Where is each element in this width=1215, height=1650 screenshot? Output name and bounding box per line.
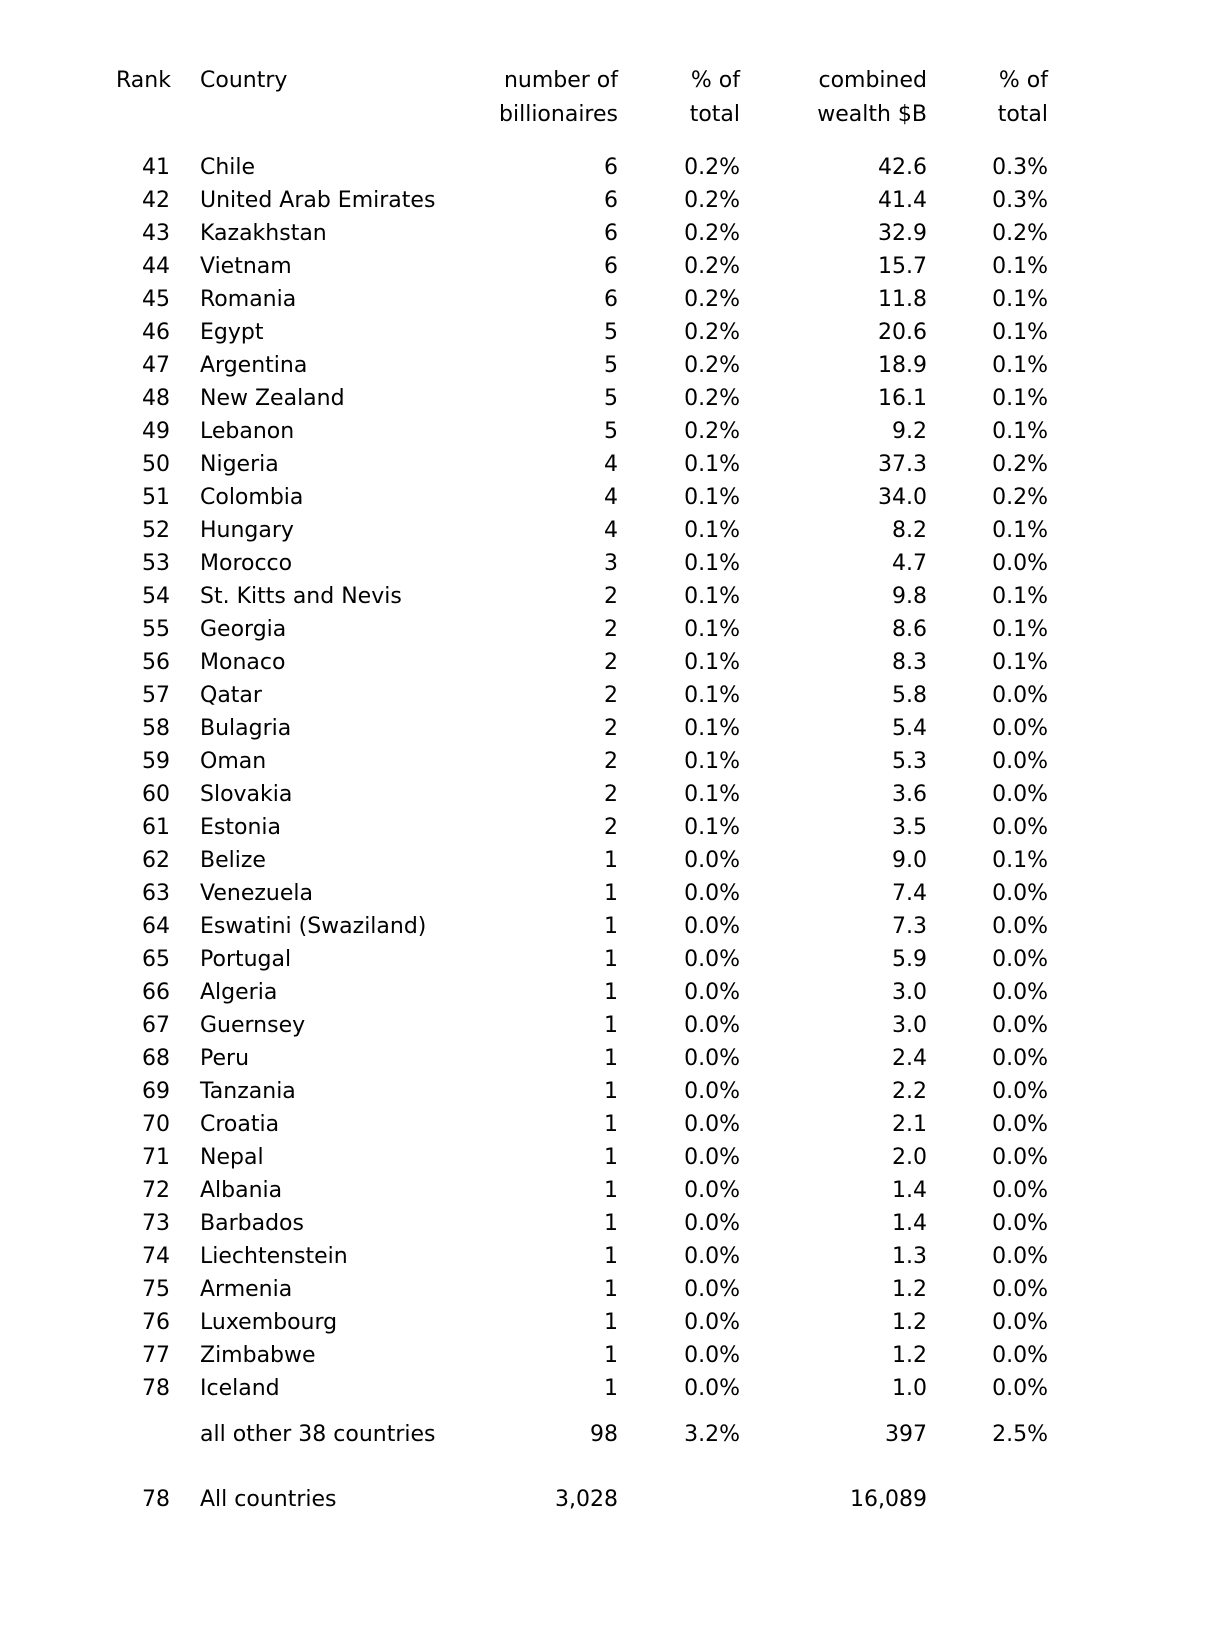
cell-rank: 43 bbox=[142, 221, 170, 246]
cell-country: Portugal bbox=[200, 947, 292, 972]
cell-pct-billionaires: 0.0% bbox=[684, 1013, 740, 1038]
cell-pct-wealth: 0.0% bbox=[992, 1013, 1048, 1038]
cell-pct-billionaires: 0.2% bbox=[684, 353, 740, 378]
header-country-label: Country bbox=[200, 68, 288, 93]
cell-rank bbox=[112, 1405, 178, 1451]
cell-country: Luxembourg bbox=[200, 1310, 338, 1335]
cell-billionaires: 5 bbox=[604, 386, 618, 411]
cell-combined-wealth: 41.4 bbox=[878, 188, 927, 213]
cell-country: Lebanon bbox=[200, 419, 295, 444]
cell-pct-billionaires: 0.0% bbox=[684, 947, 740, 972]
cell-rank: 61 bbox=[142, 815, 170, 840]
cell-country: Zimbabwe bbox=[200, 1343, 316, 1368]
cell-pct-billionaires: 0.2% bbox=[684, 221, 740, 246]
cell-rank: 48 bbox=[142, 386, 170, 411]
cell-billionaires: 5 bbox=[604, 419, 618, 444]
table-row bbox=[112, 1141, 1048, 1174]
table-row bbox=[112, 1042, 1048, 1075]
cell-rank: 47 bbox=[142, 353, 170, 378]
cell-country: Venezuela bbox=[200, 881, 313, 906]
cell-billionaires: 6 bbox=[604, 221, 618, 246]
cell-rank: 78 bbox=[142, 1487, 170, 1512]
cell-billionaires: 1 bbox=[604, 1277, 618, 1302]
cell-pct-wealth: 0.0% bbox=[992, 1376, 1048, 1401]
cell-pct-billionaires: 0.0% bbox=[684, 1343, 740, 1368]
cell-billionaires: 6 bbox=[604, 254, 618, 279]
cell-billionaires: 3 bbox=[604, 551, 618, 576]
cell-combined-wealth: 1.0 bbox=[892, 1376, 927, 1401]
cell-country: Georgia bbox=[200, 617, 287, 642]
cell-pct-billionaires: 0.0% bbox=[684, 848, 740, 873]
cell-pct-billionaires: 0.0% bbox=[684, 1277, 740, 1302]
cell-billionaires: 98 bbox=[590, 1422, 618, 1447]
cell-combined-wealth: 5.8 bbox=[892, 683, 927, 708]
cell-billionaires: 1 bbox=[604, 1013, 618, 1038]
cell-billionaires: 1 bbox=[604, 914, 618, 939]
header-combined-wealth: combined wealth $B bbox=[817, 68, 927, 127]
cell-pct-wealth: 0.0% bbox=[992, 1310, 1048, 1335]
cell-country: Iceland bbox=[200, 1376, 280, 1401]
table-row bbox=[112, 547, 1048, 580]
cell-pct-wealth: 0.0% bbox=[992, 683, 1048, 708]
cell-combined-wealth: 3.5 bbox=[892, 815, 927, 840]
cell-combined-wealth: 9.2 bbox=[892, 419, 927, 444]
cell-combined-wealth: 1.2 bbox=[892, 1343, 927, 1368]
cell-rank: 63 bbox=[142, 881, 170, 906]
cell-billionaires: 1 bbox=[604, 1112, 618, 1137]
table-row bbox=[112, 1339, 1048, 1372]
cell-billionaires: 6 bbox=[604, 155, 618, 180]
cell-pct-billionaires: 3.2% bbox=[684, 1422, 740, 1447]
table-row bbox=[112, 910, 1048, 943]
cell-rank: 59 bbox=[142, 749, 170, 774]
cell-pct-billionaires: 0.2% bbox=[684, 386, 740, 411]
cell-pct-wealth: 0.0% bbox=[992, 1145, 1048, 1170]
cell-rank: 51 bbox=[142, 485, 170, 510]
cell-pct-wealth: 0.0% bbox=[992, 1178, 1048, 1203]
header-pct-of-total-billionaires: % of total bbox=[689, 68, 740, 127]
cell-combined-wealth: 3.0 bbox=[892, 1013, 927, 1038]
cell-combined-wealth: 9.8 bbox=[892, 584, 927, 609]
cell-billionaires: 1 bbox=[604, 1178, 618, 1203]
cell-country: Slovakia bbox=[200, 782, 293, 807]
cell-country: Peru bbox=[200, 1046, 250, 1071]
cell-rank: 52 bbox=[142, 518, 170, 543]
cell-pct-wealth: 0.0% bbox=[992, 1244, 1048, 1269]
table-row bbox=[112, 349, 1048, 382]
cell-pct-wealth: 0.2% bbox=[992, 221, 1048, 246]
cell-pct-wealth: 0.2% bbox=[992, 452, 1048, 477]
cell-country: Eswatini (Swaziland) bbox=[200, 914, 427, 939]
cell-pct-billionaires: 0.1% bbox=[684, 815, 740, 840]
cell-country: Algeria bbox=[200, 980, 278, 1005]
cell-billionaires: 1 bbox=[604, 1310, 618, 1335]
cell-pct-wealth bbox=[927, 1451, 1048, 1516]
table-row bbox=[112, 514, 1048, 547]
cell-pct-wealth: 0.0% bbox=[992, 716, 1048, 741]
table-row bbox=[112, 316, 1048, 349]
cell-rank: 55 bbox=[142, 617, 170, 642]
cell-pct-billionaires: 0.1% bbox=[684, 716, 740, 741]
cell-pct-billionaires: 0.1% bbox=[684, 452, 740, 477]
table-row bbox=[112, 679, 1048, 712]
cell-pct-wealth: 0.0% bbox=[992, 947, 1048, 972]
cell-rank: 69 bbox=[142, 1079, 170, 1104]
table-row bbox=[112, 1009, 1048, 1042]
cell-combined-wealth: 34.0 bbox=[878, 485, 927, 510]
cell-pct-wealth: 0.1% bbox=[992, 848, 1048, 873]
header-pct-of-total-wealth: % of total bbox=[997, 68, 1048, 127]
cell-pct-wealth: 0.1% bbox=[992, 419, 1048, 444]
cell-rank: 67 bbox=[142, 1013, 170, 1038]
cell-pct-wealth: 0.1% bbox=[992, 518, 1048, 543]
cell-pct-wealth: 0.0% bbox=[992, 1343, 1048, 1368]
cell-billionaires: 1 bbox=[604, 1376, 618, 1401]
cell-country: Belize bbox=[200, 848, 266, 873]
cell-billionaires: 6 bbox=[604, 287, 618, 312]
cell-rank: 65 bbox=[142, 947, 170, 972]
cell-rank: 42 bbox=[142, 188, 170, 213]
cell-combined-wealth: 8.3 bbox=[892, 650, 927, 675]
cell-pct-billionaires: 0.0% bbox=[684, 1145, 740, 1170]
table-row bbox=[112, 844, 1048, 877]
header-rank bbox=[112, 64, 178, 151]
table-row bbox=[112, 976, 1048, 1009]
cell-pct-billionaires: 0.0% bbox=[684, 1178, 740, 1203]
cell-rank: 58 bbox=[142, 716, 170, 741]
cell-billionaires: 2 bbox=[604, 650, 618, 675]
cell-country: All countries bbox=[200, 1487, 337, 1512]
cell-rank: 64 bbox=[142, 914, 170, 939]
cell-country: Albania bbox=[200, 1178, 283, 1203]
cell-country: Estonia bbox=[200, 815, 281, 840]
cell-billionaires: 6 bbox=[604, 188, 618, 213]
cell-country: Egypt bbox=[200, 320, 264, 345]
cell-rank: 50 bbox=[142, 452, 170, 477]
cell-country: Nepal bbox=[200, 1145, 264, 1170]
cell-pct-wealth: 0.1% bbox=[992, 320, 1048, 345]
cell-pct-billionaires: 0.2% bbox=[684, 254, 740, 279]
cell-country: Tanzania bbox=[200, 1079, 296, 1104]
cell-billionaires: 1 bbox=[604, 1211, 618, 1236]
table-row bbox=[112, 250, 1048, 283]
cell-combined-wealth: 42.6 bbox=[878, 155, 927, 180]
cell-combined-wealth: 18.9 bbox=[878, 353, 927, 378]
table-row bbox=[112, 382, 1048, 415]
cell-billionaires: 3,028 bbox=[555, 1487, 618, 1512]
cell-rank: 72 bbox=[142, 1178, 170, 1203]
cell-billionaires: 4 bbox=[604, 518, 618, 543]
cell-pct-wealth: 0.0% bbox=[992, 749, 1048, 774]
table-row bbox=[112, 580, 1048, 613]
table-row bbox=[112, 613, 1048, 646]
cell-rank: 62 bbox=[142, 848, 170, 873]
cell-country: Croatia bbox=[200, 1112, 280, 1137]
cell-rank: 73 bbox=[142, 1211, 170, 1236]
cell-combined-wealth: 5.3 bbox=[892, 749, 927, 774]
cell-combined-wealth: 7.4 bbox=[892, 881, 927, 906]
table-header bbox=[112, 64, 1048, 151]
cell-pct-wealth: 2.5% bbox=[992, 1422, 1048, 1447]
cell-billionaires: 1 bbox=[604, 1046, 618, 1071]
cell-pct-wealth: 0.3% bbox=[992, 155, 1048, 180]
cell-combined-wealth: 397 bbox=[885, 1422, 927, 1447]
cell-pct-wealth: 0.1% bbox=[992, 650, 1048, 675]
all-countries-total-row bbox=[112, 1451, 1048, 1516]
cell-billionaires: 1 bbox=[604, 1145, 618, 1170]
cell-combined-wealth: 2.2 bbox=[892, 1079, 927, 1104]
cell-pct-wealth: 0.1% bbox=[992, 254, 1048, 279]
cell-rank: 53 bbox=[142, 551, 170, 576]
cell-pct-wealth: 0.0% bbox=[992, 914, 1048, 939]
cell-rank: 71 bbox=[142, 1145, 170, 1170]
cell-pct-wealth: 0.2% bbox=[992, 485, 1048, 510]
cell-pct-wealth: 0.3% bbox=[992, 188, 1048, 213]
cell-pct-wealth: 0.0% bbox=[992, 1211, 1048, 1236]
cell-pct-wealth: 0.0% bbox=[992, 815, 1048, 840]
cell-combined-wealth: 16,089 bbox=[850, 1487, 927, 1512]
cell-pct-billionaires: 0.2% bbox=[684, 419, 740, 444]
cell-pct-billionaires: 0.2% bbox=[684, 320, 740, 345]
cell-country: Argentina bbox=[200, 353, 308, 378]
cell-billionaires: 1 bbox=[604, 1244, 618, 1269]
cell-combined-wealth: 2.0 bbox=[892, 1145, 927, 1170]
cell-billionaires: 1 bbox=[604, 980, 618, 1005]
cell-country: Chile bbox=[200, 155, 256, 180]
table-row bbox=[112, 811, 1048, 844]
cell-pct-wealth: 0.1% bbox=[992, 617, 1048, 642]
cell-pct-wealth: 0.0% bbox=[992, 1079, 1048, 1104]
cell-country: Vietnam bbox=[200, 254, 292, 279]
cell-pct-billionaires: 0.1% bbox=[684, 782, 740, 807]
cell-pct-billionaires: 0.2% bbox=[684, 155, 740, 180]
cell-pct-billionaires bbox=[618, 1451, 740, 1516]
cell-combined-wealth: 1.2 bbox=[892, 1310, 927, 1335]
table-row bbox=[112, 877, 1048, 910]
cell-combined-wealth: 15.7 bbox=[878, 254, 927, 279]
cell-country: Colombia bbox=[200, 485, 304, 510]
cell-pct-billionaires: 0.0% bbox=[684, 1244, 740, 1269]
table-row bbox=[112, 1372, 1048, 1405]
cell-pct-billionaires: 0.0% bbox=[684, 1112, 740, 1137]
cell-billionaires: 1 bbox=[604, 881, 618, 906]
cell-combined-wealth: 3.6 bbox=[892, 782, 927, 807]
table-row bbox=[112, 712, 1048, 745]
cell-pct-billionaires: 0.0% bbox=[684, 980, 740, 1005]
cell-pct-billionaires: 0.0% bbox=[684, 1046, 740, 1071]
cell-pct-wealth: 0.1% bbox=[992, 386, 1048, 411]
table-body bbox=[112, 151, 1048, 1516]
cell-combined-wealth: 16.1 bbox=[878, 386, 927, 411]
cell-combined-wealth: 5.4 bbox=[892, 716, 927, 741]
cell-pct-billionaires: 0.0% bbox=[684, 1211, 740, 1236]
cell-pct-billionaires: 0.0% bbox=[684, 881, 740, 906]
cell-billionaires: 2 bbox=[604, 782, 618, 807]
cell-country: Bulagria bbox=[200, 716, 292, 741]
cell-billionaires: 2 bbox=[604, 716, 618, 741]
cell-country: Armenia bbox=[200, 1277, 293, 1302]
cell-pct-wealth: 0.0% bbox=[992, 1277, 1048, 1302]
all-other-countries-row bbox=[112, 1405, 1048, 1451]
cell-country: Barbados bbox=[200, 1211, 304, 1236]
cell-billionaires: 2 bbox=[604, 815, 618, 840]
cell-billionaires: 2 bbox=[604, 683, 618, 708]
cell-rank: 76 bbox=[142, 1310, 170, 1335]
cell-country: all other 38 countries bbox=[200, 1422, 436, 1447]
table-row bbox=[112, 646, 1048, 679]
header-rank-label: Rank bbox=[116, 68, 171, 93]
table-row bbox=[112, 1108, 1048, 1141]
cell-pct-billionaires: 0.1% bbox=[684, 617, 740, 642]
cell-combined-wealth: 1.4 bbox=[892, 1178, 927, 1203]
cell-rank: 46 bbox=[142, 320, 170, 345]
cell-pct-billionaires: 0.1% bbox=[684, 749, 740, 774]
table-row bbox=[112, 151, 1048, 184]
cell-rank: 57 bbox=[142, 683, 170, 708]
table-row bbox=[112, 1207, 1048, 1240]
cell-combined-wealth: 3.0 bbox=[892, 980, 927, 1005]
cell-rank: 70 bbox=[142, 1112, 170, 1137]
cell-country: Guernsey bbox=[200, 1013, 306, 1038]
cell-combined-wealth: 11.8 bbox=[878, 287, 927, 312]
table-row bbox=[112, 745, 1048, 778]
table-row bbox=[112, 184, 1048, 217]
table-row bbox=[112, 283, 1048, 316]
cell-combined-wealth: 9.0 bbox=[892, 848, 927, 873]
cell-combined-wealth: 2.4 bbox=[892, 1046, 927, 1071]
cell-pct-billionaires: 0.1% bbox=[684, 584, 740, 609]
cell-combined-wealth: 8.2 bbox=[892, 518, 927, 543]
cell-country: Qatar bbox=[200, 683, 262, 708]
cell-pct-billionaires: 0.1% bbox=[684, 518, 740, 543]
cell-rank: 45 bbox=[142, 287, 170, 312]
cell-country: United Arab Emirates bbox=[200, 188, 436, 213]
cell-rank: 74 bbox=[142, 1244, 170, 1269]
cell-rank: 78 bbox=[142, 1376, 170, 1401]
cell-country: Nigeria bbox=[200, 452, 279, 477]
cell-rank: 77 bbox=[142, 1343, 170, 1368]
table-row bbox=[112, 1174, 1048, 1207]
cell-pct-wealth: 0.1% bbox=[992, 287, 1048, 312]
cell-combined-wealth: 1.2 bbox=[892, 1277, 927, 1302]
table-row bbox=[112, 1273, 1048, 1306]
table-row bbox=[112, 1075, 1048, 1108]
cell-pct-billionaires: 0.0% bbox=[684, 1310, 740, 1335]
table-row bbox=[112, 415, 1048, 448]
cell-billionaires: 1 bbox=[604, 1343, 618, 1368]
cell-pct-wealth: 0.1% bbox=[992, 584, 1048, 609]
cell-pct-billionaires: 0.2% bbox=[684, 287, 740, 312]
cell-combined-wealth: 7.3 bbox=[892, 914, 927, 939]
cell-pct-wealth: 0.1% bbox=[992, 353, 1048, 378]
cell-pct-wealth: 0.0% bbox=[992, 1112, 1048, 1137]
cell-combined-wealth: 8.6 bbox=[892, 617, 927, 642]
cell-billionaires: 1 bbox=[604, 1079, 618, 1104]
cell-billionaires: 2 bbox=[604, 749, 618, 774]
cell-pct-wealth: 0.0% bbox=[992, 1046, 1048, 1071]
cell-rank: 54 bbox=[142, 584, 170, 609]
cell-country: Monaco bbox=[200, 650, 286, 675]
cell-pct-wealth: 0.0% bbox=[992, 551, 1048, 576]
cell-billionaires: 4 bbox=[604, 485, 618, 510]
cell-combined-wealth: 1.4 bbox=[892, 1211, 927, 1236]
cell-country: Kazakhstan bbox=[200, 221, 327, 246]
header-row bbox=[112, 64, 1048, 151]
table-row bbox=[112, 448, 1048, 481]
table-row bbox=[112, 217, 1048, 250]
billionaires-by-country-table bbox=[112, 64, 1048, 1516]
cell-country: Romania bbox=[200, 287, 297, 312]
cell-country: New Zealand bbox=[200, 386, 345, 411]
cell-pct-billionaires: 0.0% bbox=[684, 914, 740, 939]
cell-combined-wealth: 4.7 bbox=[892, 551, 927, 576]
cell-country: Hungary bbox=[200, 518, 294, 543]
cell-billionaires: 2 bbox=[604, 617, 618, 642]
cell-rank: 44 bbox=[142, 254, 170, 279]
cell-country: Morocco bbox=[200, 551, 293, 576]
cell-billionaires: 2 bbox=[604, 584, 618, 609]
table-row bbox=[112, 1240, 1048, 1273]
cell-billionaires: 1 bbox=[604, 848, 618, 873]
cell-rank: 41 bbox=[142, 155, 170, 180]
cell-pct-wealth: 0.0% bbox=[992, 881, 1048, 906]
header-number-of-billionaires: number of billionaires bbox=[499, 68, 618, 127]
cell-pct-wealth: 0.0% bbox=[992, 782, 1048, 807]
cell-pct-billionaires: 0.1% bbox=[684, 650, 740, 675]
cell-country: Oman bbox=[200, 749, 267, 774]
cell-pct-billionaires: 0.1% bbox=[684, 485, 740, 510]
cell-combined-wealth: 2.1 bbox=[892, 1112, 927, 1137]
cell-rank: 66 bbox=[142, 980, 170, 1005]
cell-billionaires: 5 bbox=[604, 320, 618, 345]
cell-pct-billionaires: 0.2% bbox=[684, 188, 740, 213]
cell-billionaires: 1 bbox=[604, 947, 618, 972]
cell-combined-wealth: 32.9 bbox=[878, 221, 927, 246]
cell-combined-wealth: 37.3 bbox=[878, 452, 927, 477]
table-row bbox=[112, 1306, 1048, 1339]
cell-rank: 49 bbox=[142, 419, 170, 444]
cell-rank: 75 bbox=[142, 1277, 170, 1302]
cell-billionaires: 4 bbox=[604, 452, 618, 477]
cell-pct-billionaires: 0.0% bbox=[684, 1376, 740, 1401]
table-row bbox=[112, 943, 1048, 976]
cell-country: Liechtenstein bbox=[200, 1244, 348, 1269]
table-row bbox=[112, 778, 1048, 811]
table-row bbox=[112, 481, 1048, 514]
cell-pct-billionaires: 0.0% bbox=[684, 1079, 740, 1104]
header-country bbox=[178, 64, 458, 151]
cell-billionaires: 5 bbox=[604, 353, 618, 378]
cell-rank: 56 bbox=[142, 650, 170, 675]
cell-pct-wealth: 0.0% bbox=[992, 980, 1048, 1005]
cell-rank: 68 bbox=[142, 1046, 170, 1071]
cell-combined-wealth: 1.3 bbox=[892, 1244, 927, 1269]
cell-pct-billionaires: 0.1% bbox=[684, 683, 740, 708]
cell-combined-wealth: 5.9 bbox=[892, 947, 927, 972]
cell-rank: 60 bbox=[142, 782, 170, 807]
cell-country: St. Kitts and Nevis bbox=[200, 584, 402, 609]
cell-combined-wealth: 20.6 bbox=[878, 320, 927, 345]
cell-pct-billionaires: 0.1% bbox=[684, 551, 740, 576]
